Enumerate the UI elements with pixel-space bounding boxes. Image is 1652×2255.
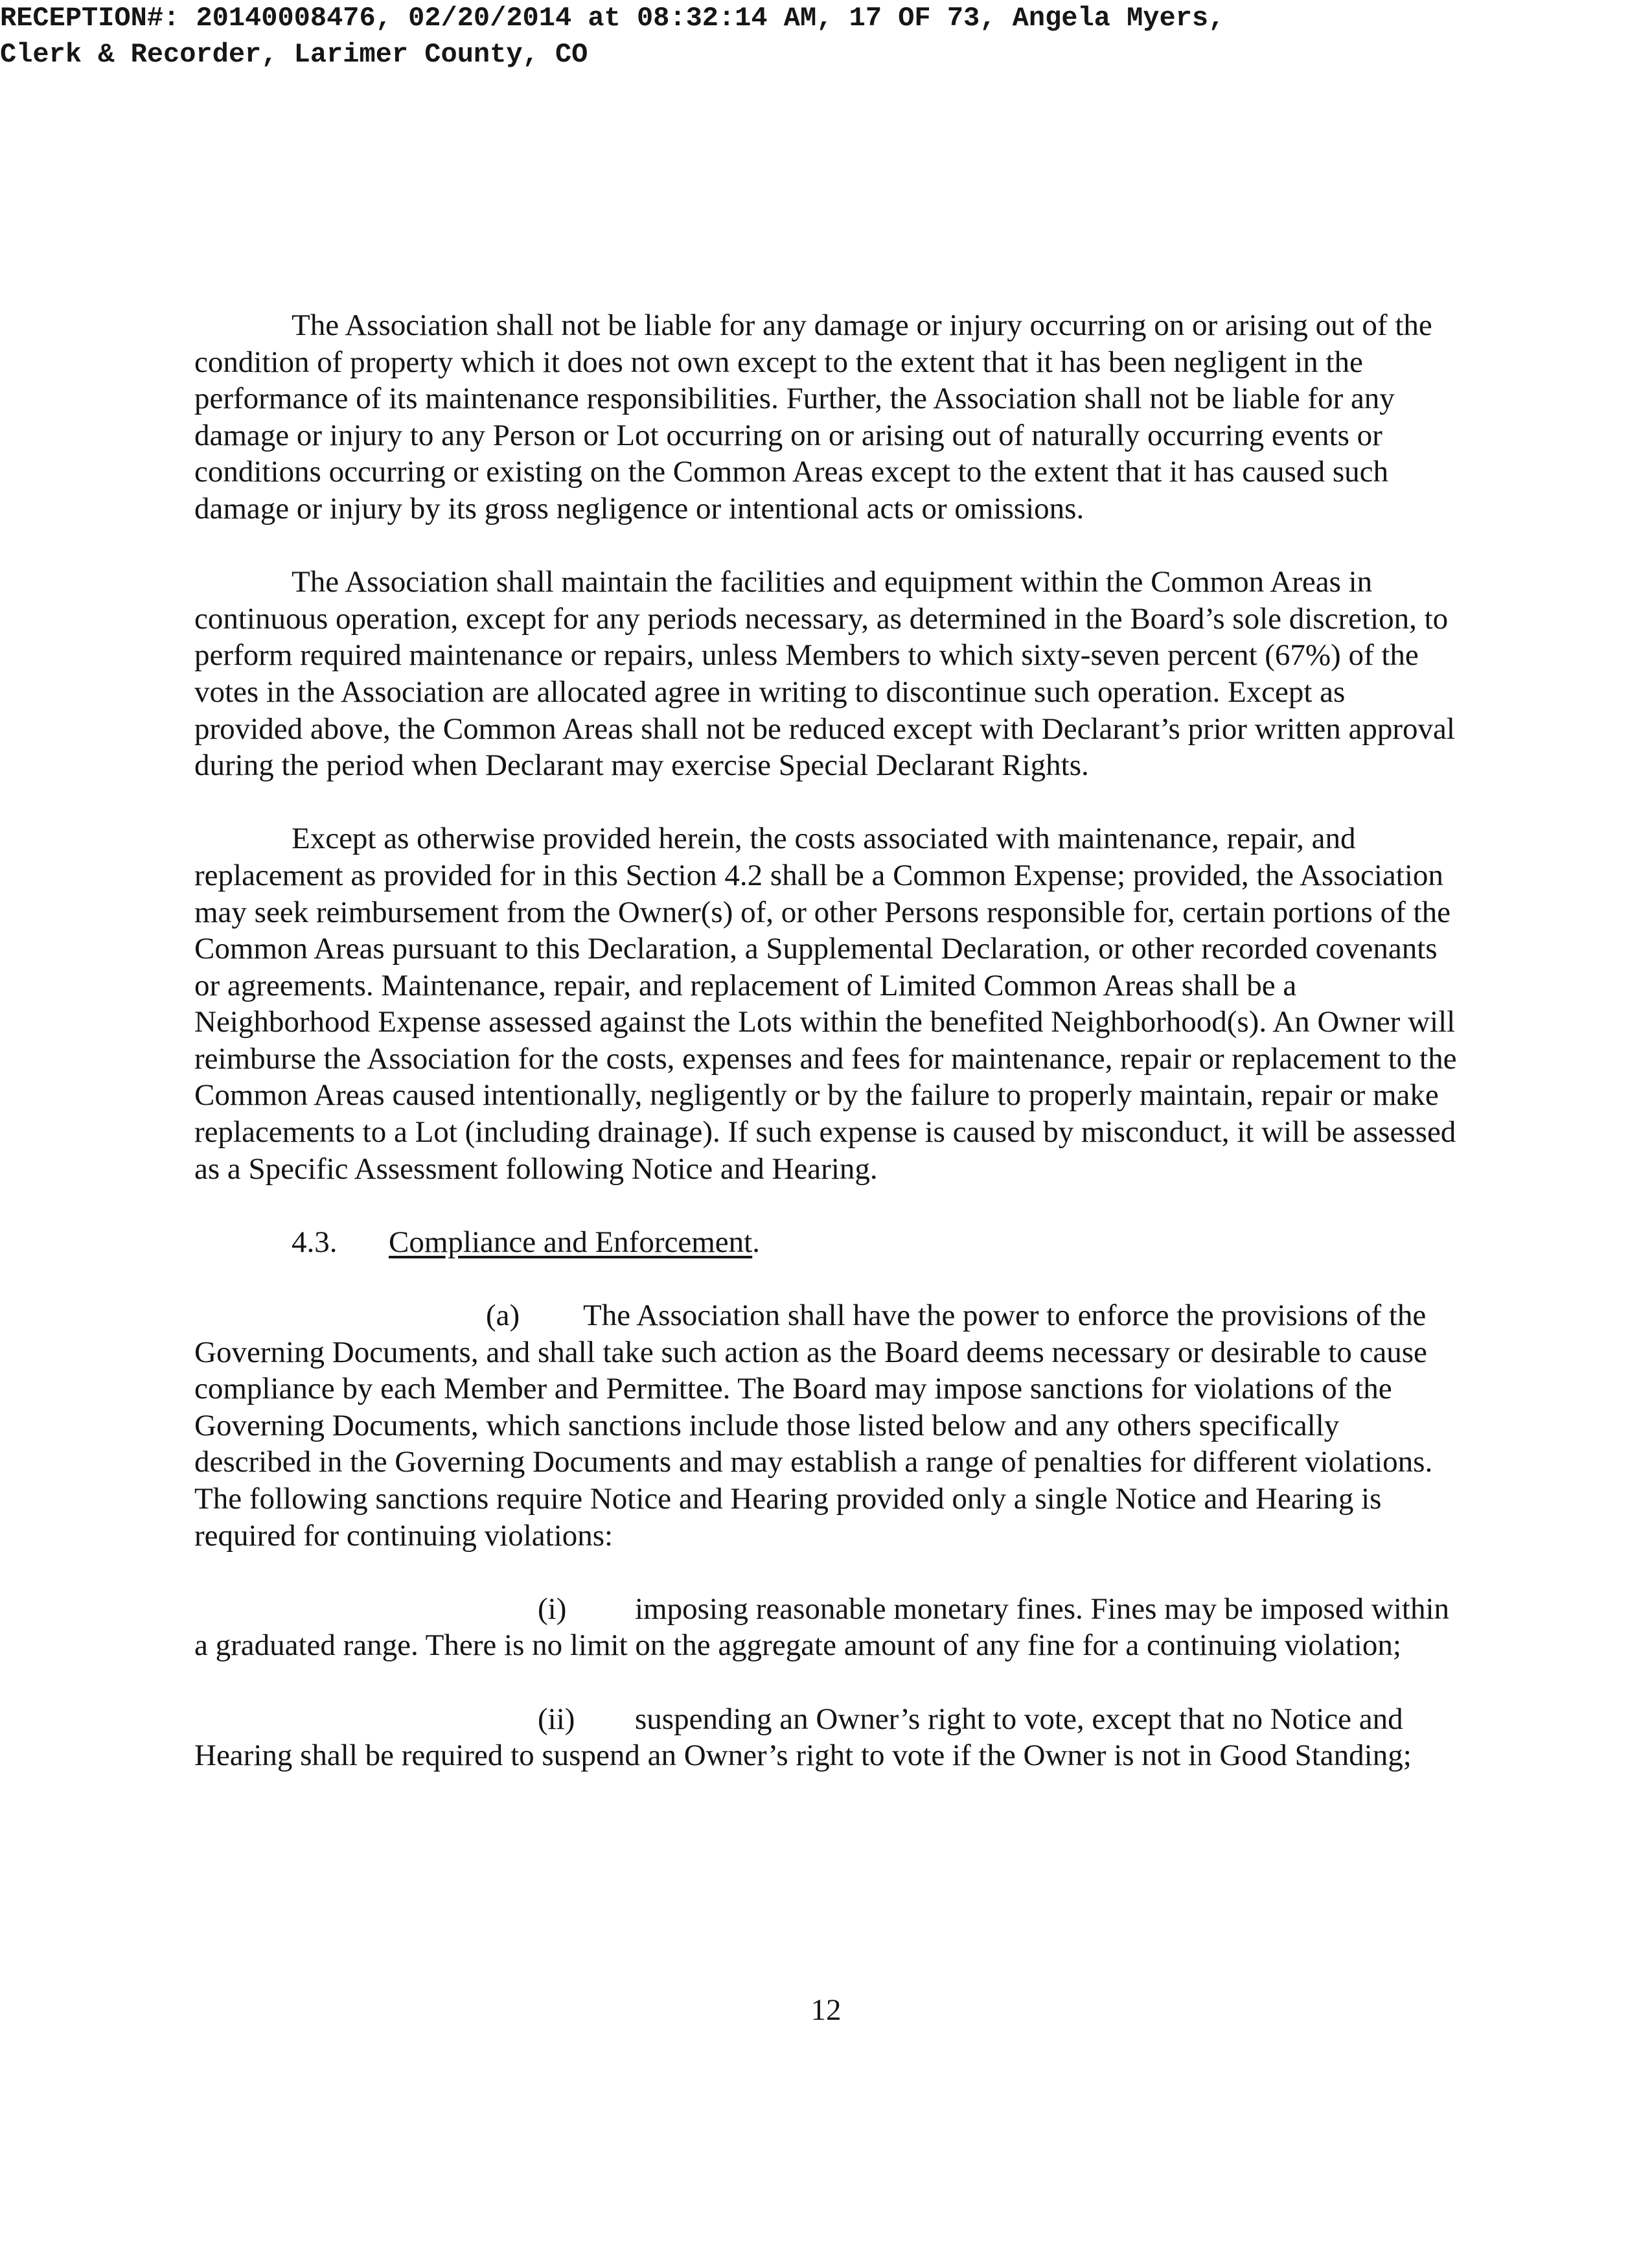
paragraph-operation: The Association shall maintain the facilities and equipment within the Common Areas in continuous operation, except for any periods necessary, as determined in the Board’s sole discretion, to perform required maintenance or repairs, unless Members to which sixty-seven percent (67%) of the votes in the Association are allocated agree in writing to discontinue such operation. Except as provided above, the Common Areas shall not be reduced except with Declarant’s prior written approval during the period when Declarant may exercise Special Declarant Rights. [194, 565, 1455, 783]
page-number: 12 [810, 1993, 842, 2027]
subsection-a [194, 1297, 1458, 1554]
subsection-a-label: (a) [486, 1299, 520, 1333]
recording-stamp-line-1: RECEPTION#: 20140008476, 02/20/2014 at 08:32:14 AM, 17 OF 73, Angela Myers, [0, 3, 1225, 34]
section-title-period: . [752, 1225, 760, 1259]
item-i [194, 1591, 1458, 1664]
section-number: 4.3. [292, 1225, 338, 1259]
subsection-a-text: The Association shall have the power to enforce the provisions of the Governing Documents, and shall take such action as the Board deems necessary or desirable to cause compliance by each Member and Permittee. The Board may impose sanctions for violations of the Governing Documents, which sanctions include those listed below and any others specifically described in the Governing Documents and may establish a range of penalties for different violations. The following sanctions require Notice and Hearing provided only a single Notice and Hearing is required for continuing violations: [194, 1299, 1433, 1553]
paragraph-costs: Except as otherwise provided herein, the costs associated with maintenance, repair, and replacement as provided for in this Section 4.2 shall be a Common Expense; provided, the Association may seek reimbursement from the Owner(s) of, or other Persons responsible for, certain portions of the Common Areas pursuant to this Declaration, a Supplemental Declaration, or other recorded covenants or agreements. Maintenance, repair, and replacement of Limited Common Areas shall be a Neighborhood Expense assessed against the Lots within the benefited Neighborhood(s). An Owner will reimburse the Association for the costs, expenses and fees for maintenance, repair or replacement to the Common Areas caused intentionally, negligently or by the failure to properly maintain, repair or make replacements to a Lot (including drainage). If such expense is caused by misconduct, it will be assessed as a Specific Assessment following Notice and Hearing. [194, 822, 1457, 1186]
item-ii-label: (ii) [538, 1702, 575, 1736]
section-title: Compliance and Enforcement [389, 1225, 753, 1259]
item-ii-text: suspending an Owner’s right to vote, except that no Notice and Hearing shall be required to suspend an Owner’s right to vote if the Owner is not in Good Standing; [194, 1702, 1412, 1773]
recording-stamp-line-2: Clerk & Recorder, Larimer County, CO [0, 39, 588, 70]
item-ii [194, 1701, 1458, 1774]
document-body [194, 307, 1458, 1810]
section-heading [292, 1224, 1458, 1261]
paragraph-liability: The Association shall not be liable for any damage or injury occurring on or arising out of the condition of property which it does not own except to the extent that it has been negligent in the performance of its maintenance responsibilities. Further, the Association shall not be liable for any damage or injury to any Person or Lot occurring on or arising out of naturally occurring events or conditions occurring or existing on the Common Areas except to the extent that it has caused such damage or injury by its gross negligence or intentional acts or omissions. [194, 308, 1432, 526]
recording-stamp-header [0, 0, 1620, 73]
item-i-text: imposing reasonable monetary fines. Fines may be imposed within a graduated range. There is no limit on the aggregate amount of any fine for a continuing violation; [194, 1591, 1450, 1663]
item-i-label: (i) [538, 1591, 567, 1626]
